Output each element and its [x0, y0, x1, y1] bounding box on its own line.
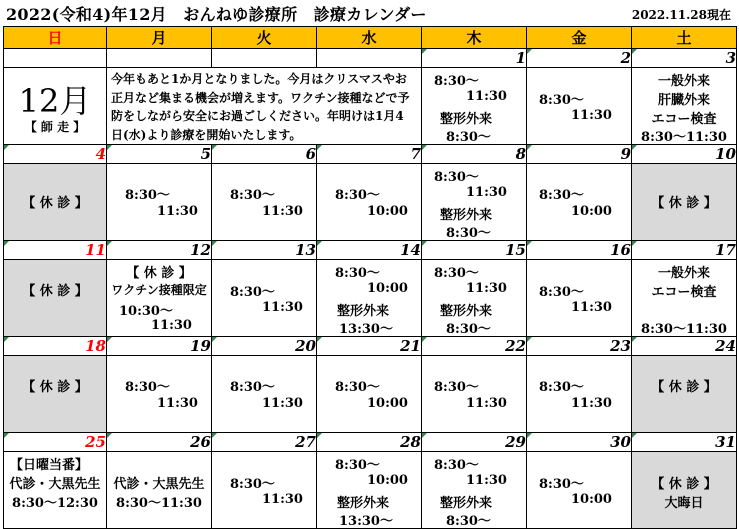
schedule-cell [632, 260, 737, 337]
start-time: 8:30～ [125, 380, 170, 395]
end-time: 11:30 [571, 396, 612, 411]
start-time: 8:30～ [446, 322, 491, 337]
notice-cell [107, 68, 422, 145]
substitute-doctor: 代診・大黒先生 [9, 477, 101, 492]
time-range: 8:30～11:30 [116, 496, 202, 511]
day-number: 10 [632, 145, 737, 164]
closed-label: 【 休 診 】 [126, 266, 192, 281]
day-number: 17 [632, 241, 737, 260]
week3-schedule [4, 260, 737, 337]
end-time: 11:30 [157, 396, 198, 411]
day-number: 13 [212, 241, 317, 260]
day-number: 4 [4, 145, 107, 164]
calendar-table [3, 26, 737, 529]
start-time: 8:30～ [125, 188, 170, 203]
start-time: 8:30～ [434, 170, 479, 185]
day-number: 15 [422, 241, 527, 260]
end-time: 11:30 [262, 492, 303, 507]
end-time: 11:30 [151, 318, 192, 333]
end-time: 11:30 [262, 300, 303, 315]
schedule-cell [317, 452, 422, 529]
week4-schedule [4, 356, 737, 433]
vaccine-only: ワクチン接種限定 [111, 283, 207, 297]
closed-label: 【 休 診 】 [651, 380, 717, 395]
schedule-cell [107, 356, 212, 433]
clinic-type: 整形外来 [337, 496, 390, 511]
clinic-type: エコー検査 [651, 285, 717, 300]
day-number: 23 [527, 337, 632, 356]
closed-label: 【 休 診 】 [22, 380, 88, 395]
closed-label: 【 休 診 】 [22, 196, 88, 211]
day-number: 5 [107, 145, 212, 164]
schedule-cell [107, 164, 212, 241]
start-time: 8:30～ [446, 226, 491, 241]
schedule-cell [317, 164, 422, 241]
day-number: 30 [527, 433, 632, 452]
schedule-cell [422, 68, 527, 145]
day-number: 1 [422, 49, 527, 68]
clinic-type: 一般外来 [657, 266, 710, 281]
closed-label: 【 休 診 】 [22, 284, 88, 299]
start-time: 13:30～ [339, 322, 393, 337]
start-time: 8:30～ [434, 380, 479, 395]
closed-label: 【 休 診 】 [651, 196, 717, 211]
day-empty [317, 49, 422, 68]
day-number: 26 [107, 433, 212, 452]
start-time: 13:30～ [339, 514, 393, 529]
start-time: 8:30～ [446, 130, 491, 145]
day-number: 27 [212, 433, 317, 452]
day-number: 22 [422, 337, 527, 356]
schedule-cell [212, 260, 317, 337]
week2-schedule [4, 164, 737, 241]
start-time: 8:30～ [335, 266, 380, 281]
schedule-cell [422, 260, 527, 337]
as-of-date: 2022.11.28現在 [631, 8, 731, 22]
day-number: 18 [4, 337, 107, 356]
week1-dates [4, 49, 737, 68]
weekday-thu: 木 [422, 27, 527, 49]
closed-cell [632, 356, 737, 433]
substitute-doctor: 代診・大黒先生 [113, 477, 205, 492]
day-number: 29 [422, 433, 527, 452]
schedule-cell [107, 452, 212, 529]
schedule-cell [527, 260, 632, 337]
day-number: 7 [317, 145, 422, 164]
day-number: 11 [4, 241, 107, 260]
end-time: 11:30 [571, 300, 612, 315]
start-time: 8:30～ [446, 514, 491, 529]
end-time: 11:30 [466, 185, 507, 200]
weekday-wed: 水 [317, 27, 422, 49]
start-time: 8:30～ [230, 188, 275, 203]
end-time: 11:30 [466, 89, 507, 104]
start-time: 8:30～ [230, 477, 275, 492]
clinic-type: 整形外来 [440, 496, 493, 511]
start-time: 10:30～ [119, 304, 173, 319]
schedule-cell [527, 164, 632, 241]
month-big: 12月 [18, 82, 92, 120]
schedule-cell [212, 356, 317, 433]
schedule-cell [422, 452, 527, 529]
clinic-type: 整形外来 [440, 112, 493, 127]
day-number: 21 [317, 337, 422, 356]
new-years-eve: 大晦日 [664, 496, 704, 511]
week1-schedule [4, 68, 737, 145]
start-time: 8:30～ [539, 380, 584, 395]
end-time: 11:30 [157, 204, 198, 219]
clinic-type: 整形外来 [440, 304, 493, 319]
end-time: 10:00 [367, 396, 408, 411]
schedule-cell [107, 260, 212, 337]
time-range: 8:30～11:30 [641, 130, 727, 145]
end-time: 10:00 [571, 492, 612, 507]
schedule-cell [317, 260, 422, 337]
day-number: 9 [527, 145, 632, 164]
day-number: 28 [317, 433, 422, 452]
schedule-cell [422, 356, 527, 433]
day-number: 12 [107, 241, 212, 260]
week5-schedule [4, 452, 737, 529]
weekday-tue: 火 [212, 27, 317, 49]
day-number: 20 [212, 337, 317, 356]
day-number: 2 [527, 49, 632, 68]
end-time: 11:30 [466, 396, 507, 411]
start-time: 8:30～ [230, 380, 275, 395]
day-number: 8 [422, 145, 527, 164]
schedule-cell [527, 452, 632, 529]
start-time: 8:30～ [335, 380, 380, 395]
schedule-cell [317, 356, 422, 433]
clinic-type: 肝臓外来 [657, 93, 710, 108]
clinic-type: エコー検査 [651, 112, 717, 127]
clinic-type: 一般外来 [657, 74, 710, 89]
day-number: 16 [527, 241, 632, 260]
schedule-cell [527, 68, 632, 145]
start-time: 8:30～ [539, 93, 584, 108]
end-time: 11:30 [262, 204, 303, 219]
start-time: 8:30～ [539, 188, 584, 203]
day-number: 3 [632, 49, 737, 68]
day-number: 25 [4, 433, 107, 452]
weekday-sun: 日 [4, 27, 107, 49]
month-sub: 【 師 走 】 [24, 120, 86, 134]
day-number: 31 [632, 433, 737, 452]
day-empty [107, 49, 212, 68]
time-range: 8:30～12:30 [12, 496, 98, 511]
day-number: 19 [107, 337, 212, 356]
weekday-sat: 土 [632, 27, 737, 49]
start-time: 8:30～ [539, 477, 584, 492]
schedule-cell [212, 164, 317, 241]
closed-cell [4, 260, 107, 337]
weekday-mon: 月 [107, 27, 212, 49]
end-time: 10:00 [367, 204, 408, 219]
week2-dates [4, 145, 737, 164]
weekday-header [4, 27, 737, 49]
day-number: 6 [212, 145, 317, 164]
day-number: 14 [317, 241, 422, 260]
start-time: 8:30～ [434, 458, 479, 473]
day-empty [212, 49, 317, 68]
end-time: 11:30 [262, 396, 303, 411]
clinic-type: 整形外来 [337, 304, 390, 319]
end-time: 11:30 [466, 281, 507, 296]
schedule-cell [527, 356, 632, 433]
clinic-type: 整形外来 [440, 208, 493, 223]
end-time: 10:00 [367, 473, 408, 488]
day-number: 24 [632, 337, 737, 356]
notice-text: 今年もあと1か月となりました。今月はクリスマスやお正月など集まる機会が増えます。ワクチン接種などで予防をしながら安全にお過ごしください。年明けは1月4日(水)より診療を開始いたします。 [111, 72, 410, 142]
schedule-cell [212, 452, 317, 529]
weekday-fri: 金 [527, 27, 632, 49]
end-time: 11:30 [571, 108, 612, 123]
week3-dates [4, 241, 737, 260]
closed-cell [4, 356, 107, 433]
closed-label: 【 休 診 】 [651, 477, 717, 492]
schedule-cell [4, 452, 107, 529]
closed-cell [4, 164, 107, 241]
start-time: 8:30～ [230, 285, 275, 300]
closed-cell [632, 452, 737, 529]
page-title: 2022(令和4)年12月 おんねゆ診療所 診療カレンダー [6, 5, 427, 24]
week5-dates [4, 433, 737, 452]
week4-dates [4, 337, 737, 356]
start-time: 8:30～ [434, 266, 479, 281]
sunday-duty: 【日曜当番】 [10, 458, 89, 473]
start-time: 8:30～ [434, 74, 479, 89]
end-time: 10:00 [571, 204, 612, 219]
closed-cell [632, 164, 737, 241]
start-time: 8:30～ [335, 458, 380, 473]
start-time: 8:30～ [335, 188, 380, 203]
schedule-cell [422, 164, 527, 241]
end-time: 11:30 [466, 473, 507, 488]
schedule-cell [632, 68, 737, 145]
month-cell [4, 68, 107, 145]
day-empty [4, 49, 107, 68]
end-time: 10:00 [367, 281, 408, 296]
start-time: 8:30～ [539, 285, 584, 300]
time-range: 8:30～11:30 [641, 322, 727, 337]
